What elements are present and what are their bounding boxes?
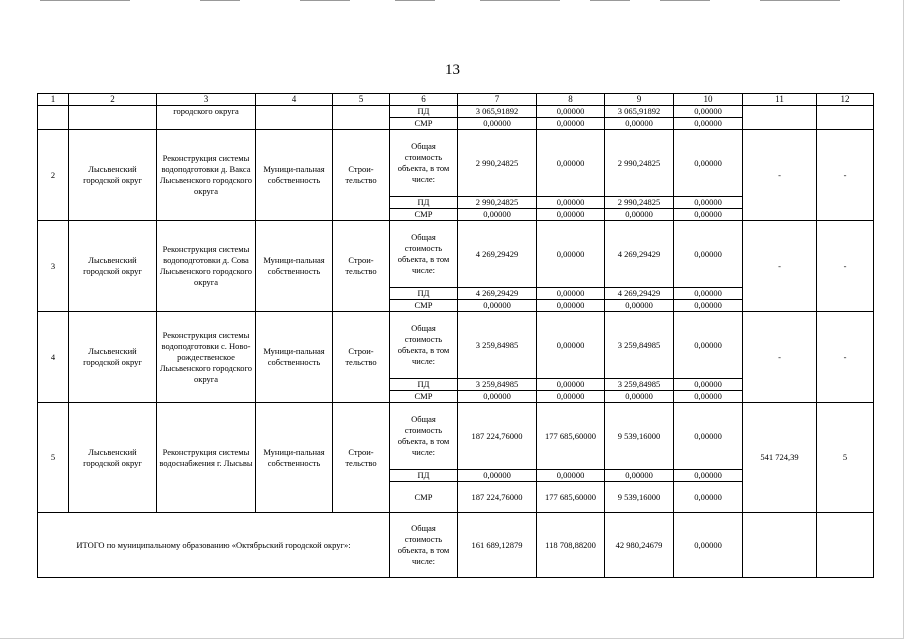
value-cell: 42 980,24679 bbox=[605, 513, 674, 578]
total-row bbox=[38, 513, 874, 578]
row-number-cell: 2 bbox=[38, 130, 69, 221]
column-number: 11 bbox=[743, 94, 817, 106]
value-cell: 9 539,16000 bbox=[605, 403, 674, 470]
col11-cell: - bbox=[743, 312, 817, 403]
value-cell: 0,00000 bbox=[537, 130, 605, 197]
value-cell: 0,00000 bbox=[537, 300, 605, 312]
cut-line bbox=[200, 0, 240, 1]
row-number-cell bbox=[38, 106, 69, 130]
cost-kind-cell: СМР bbox=[390, 482, 458, 513]
table-row bbox=[38, 221, 874, 288]
value-cell: 0,00000 bbox=[537, 288, 605, 300]
value-cell: 4 269,29429 bbox=[605, 221, 674, 288]
cut-line bbox=[760, 0, 840, 1]
cost-kind-cell: ПД bbox=[390, 106, 458, 118]
object-name-cell: Реконструкция системы водоподготовки д. Сова Лысьвенского городского округа bbox=[157, 221, 256, 312]
value-cell: 4 269,29429 bbox=[458, 288, 537, 300]
value-cell: 0,00000 bbox=[674, 513, 743, 578]
page-number: 13 bbox=[445, 62, 460, 78]
value-cell: 0,00000 bbox=[674, 118, 743, 130]
value-cell: 0,00000 bbox=[458, 391, 537, 403]
value-cell: 187 224,76000 bbox=[458, 482, 537, 513]
value-cell: 3 065,91892 bbox=[458, 106, 537, 118]
header-row bbox=[38, 94, 874, 106]
column-number: 12 bbox=[817, 94, 874, 106]
table-row bbox=[38, 130, 874, 197]
value-cell: 0,00000 bbox=[674, 106, 743, 118]
value-cell: 9 539,16000 bbox=[605, 482, 674, 513]
value-cell: 0,00000 bbox=[458, 470, 537, 482]
ownership-cell: Муници-пальная собственность bbox=[256, 312, 333, 403]
col11-cell: - bbox=[743, 221, 817, 312]
value-cell: 0,00000 bbox=[537, 118, 605, 130]
value-cell: 177 685,60000 bbox=[537, 403, 605, 470]
column-number: 8 bbox=[537, 94, 605, 106]
object-name-cell: Реконструкция системы водоподготовки д. Вакса Лысьвенского городского округа bbox=[157, 130, 256, 221]
cost-kind-cell: ПД bbox=[390, 470, 458, 482]
value-cell: 0,00000 bbox=[537, 391, 605, 403]
value-cell: 0,00000 bbox=[537, 209, 605, 221]
value-cell: 0,00000 bbox=[605, 118, 674, 130]
value-cell: 0,00000 bbox=[537, 221, 605, 288]
table-row bbox=[38, 312, 874, 379]
ownership-cell: Муници-пальная собственность bbox=[256, 221, 333, 312]
cost-kind-cell: СМР bbox=[390, 118, 458, 130]
value-cell: 3 259,84985 bbox=[458, 312, 537, 379]
ownership-cell: Муници-пальная собственность bbox=[256, 130, 333, 221]
column-number: 1 bbox=[38, 94, 69, 106]
value-cell: 3 259,84985 bbox=[605, 379, 674, 391]
work-type-cell: Строи-тельство bbox=[333, 403, 390, 513]
value-cell: 0,00000 bbox=[674, 300, 743, 312]
cost-kind-cell: СМР bbox=[390, 391, 458, 403]
value-cell: 0,00000 bbox=[537, 379, 605, 391]
value-cell: 0,00000 bbox=[458, 118, 537, 130]
value-cell: 0,00000 bbox=[537, 470, 605, 482]
col11-cell bbox=[743, 106, 817, 130]
table-row bbox=[38, 403, 874, 470]
col12-cell: - bbox=[817, 312, 874, 403]
cut-line bbox=[660, 0, 710, 1]
cost-kind-cell: Общая стоимость объекта, в том числе: bbox=[390, 130, 458, 197]
value-cell: 0,00000 bbox=[674, 288, 743, 300]
cost-kind-cell: Общая стоимость объекта, в том числе: bbox=[390, 513, 458, 578]
value-cell: 177 685,60000 bbox=[537, 482, 605, 513]
value-cell: 0,00000 bbox=[537, 106, 605, 118]
value-cell: 0,00000 bbox=[674, 470, 743, 482]
value-cell: 0,00000 bbox=[674, 130, 743, 197]
object-name-cell: Реконструкция системы водоснабжения г. Лысьвы bbox=[157, 403, 256, 513]
column-number: 3 bbox=[157, 94, 256, 106]
municipality-cell: Лысьвенский городской округ bbox=[69, 403, 157, 513]
column-number: 10 bbox=[674, 94, 743, 106]
value-cell: 0,00000 bbox=[458, 209, 537, 221]
value-cell: 4 269,29429 bbox=[605, 288, 674, 300]
col12-cell bbox=[817, 106, 874, 130]
col12-cell bbox=[817, 513, 874, 578]
value-cell: 0,00000 bbox=[605, 470, 674, 482]
col12-cell: - bbox=[817, 130, 874, 221]
ownership-cell: Муници-пальная собственность bbox=[256, 403, 333, 513]
work-type-cell: Строи-тельство bbox=[333, 130, 390, 221]
value-cell: 0,00000 bbox=[605, 391, 674, 403]
row-number-cell: 5 bbox=[38, 403, 69, 513]
object-name-cell: Реконструкция системы водоподготовки с. Ново-рождественское Лысьвенского городского округа bbox=[157, 312, 256, 403]
value-cell: 0,00000 bbox=[458, 300, 537, 312]
column-number: 9 bbox=[605, 94, 674, 106]
objects-table bbox=[37, 93, 874, 578]
value-cell: 4 269,29429 bbox=[458, 221, 537, 288]
value-cell: 0,00000 bbox=[674, 403, 743, 470]
column-number: 5 bbox=[333, 94, 390, 106]
cost-kind-cell: Общая стоимость объекта, в том числе: bbox=[390, 312, 458, 379]
value-cell: 3 065,91892 bbox=[605, 106, 674, 118]
value-cell: 0,00000 bbox=[674, 379, 743, 391]
col12-cell: - bbox=[817, 221, 874, 312]
value-cell: 0,00000 bbox=[674, 312, 743, 379]
value-cell: 2 990,24825 bbox=[458, 197, 537, 209]
col11-cell: 541 724,39 bbox=[743, 403, 817, 513]
value-cell: 0,00000 bbox=[674, 391, 743, 403]
municipality-cell: Лысьвенский городской округ bbox=[69, 221, 157, 312]
value-cell: 161 689,12879 bbox=[458, 513, 537, 578]
work-type-cell: Строи-тельство bbox=[333, 312, 390, 403]
value-cell: 2 990,24825 bbox=[458, 130, 537, 197]
column-number: 4 bbox=[256, 94, 333, 106]
column-number: 6 bbox=[390, 94, 458, 106]
column-number: 2 bbox=[69, 94, 157, 106]
col11-cell bbox=[743, 513, 817, 578]
value-cell: 3 259,84985 bbox=[458, 379, 537, 391]
cost-kind-cell: Общая стоимость объекта, в том числе: bbox=[390, 221, 458, 288]
value-cell: 0,00000 bbox=[537, 312, 605, 379]
table-row bbox=[38, 106, 874, 118]
value-cell: 0,00000 bbox=[537, 197, 605, 209]
value-cell: 0,00000 bbox=[674, 482, 743, 513]
column-number: 7 bbox=[458, 94, 537, 106]
cut-line bbox=[395, 0, 435, 1]
cut-line bbox=[300, 0, 350, 1]
value-cell: 0,00000 bbox=[605, 209, 674, 221]
value-cell: 187 224,76000 bbox=[458, 403, 537, 470]
col11-cell: - bbox=[743, 130, 817, 221]
cost-kind-cell: ПД bbox=[390, 288, 458, 300]
value-cell: 0,00000 bbox=[674, 209, 743, 221]
total-label: ИТОГО по муниципальному образованию «Октябрьский городской округ»: bbox=[38, 513, 390, 578]
work-type-cell bbox=[333, 106, 390, 130]
col12-cell: 5 bbox=[817, 403, 874, 513]
value-cell: 2 990,24825 bbox=[605, 130, 674, 197]
value-cell: 0,00000 bbox=[674, 197, 743, 209]
cut-line bbox=[590, 0, 630, 1]
cost-kind-cell: СМР bbox=[390, 300, 458, 312]
municipality-cell: Лысьвенский городской округ bbox=[69, 130, 157, 221]
row-number-cell: 4 bbox=[38, 312, 69, 403]
value-cell: 2 990,24825 bbox=[605, 197, 674, 209]
municipality-cell: Лысьвенский городской округ bbox=[69, 312, 157, 403]
row-number-cell: 3 bbox=[38, 221, 69, 312]
municipality-cell bbox=[69, 106, 157, 130]
cost-kind-cell: Общая стоимость объекта, в том числе: bbox=[390, 403, 458, 470]
object-name-cell: городского округа bbox=[157, 106, 256, 130]
cut-line bbox=[480, 0, 560, 1]
value-cell: 3 259,84985 bbox=[605, 312, 674, 379]
cost-kind-cell: ПД bbox=[390, 197, 458, 209]
value-cell: 0,00000 bbox=[605, 300, 674, 312]
ownership-cell bbox=[256, 106, 333, 130]
cost-kind-cell: ПД bbox=[390, 379, 458, 391]
cost-kind-cell: СМР bbox=[390, 209, 458, 221]
cut-line bbox=[40, 0, 130, 1]
value-cell: 118 708,88200 bbox=[537, 513, 605, 578]
work-type-cell: Строи-тельство bbox=[333, 221, 390, 312]
value-cell: 0,00000 bbox=[674, 221, 743, 288]
